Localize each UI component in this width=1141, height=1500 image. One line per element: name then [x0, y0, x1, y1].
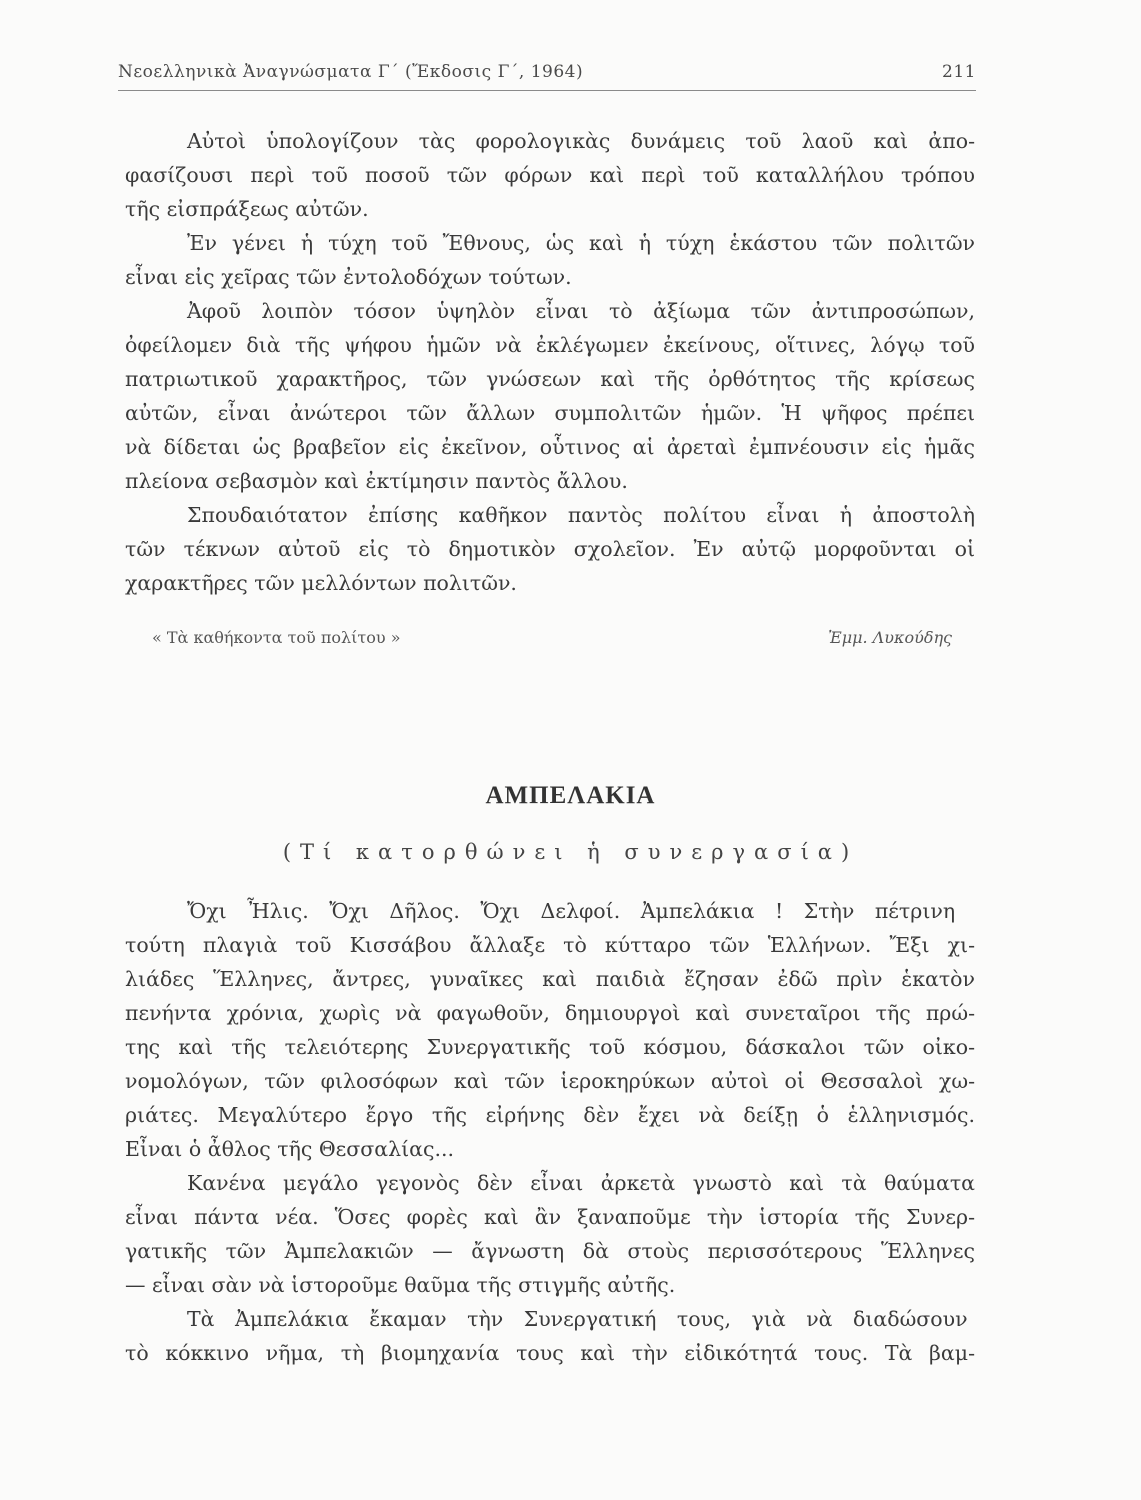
text-line: Κανένα μεγάλο γεγονὸς δὲν εἶναι ἀρκετὰ γνωστὸ καὶ τὰ θαύματα: [187, 1171, 975, 1195]
text-line: Εἶναι ὁ ἆθλος τῆς Θεσσαλίας...: [125, 1137, 455, 1161]
text-line: λιάδες Ἕλληνες, ἄντρες, γυναῖκες καὶ παιδιὰ ἔζησαν ἐδῶ πρὶν ἑκατὸν: [125, 967, 975, 991]
text-line: Σπουδαιότατον ἐπίσης καθῆκον παντὸς πολίτου εἶναι ἡ ἀποστολὴ: [187, 503, 975, 527]
text-line: ὀφείλομεν διὰ τῆς ψήφου ἡμῶν νὰ ἐκλέγωμεν ἐκείνους, οἵτινες, λόγῳ τοῦ: [125, 333, 975, 357]
paragraph-school-duty: [125, 498, 975, 600]
text-line: Τὰ Ἀμπελάκια ἔκαμαν τὴν Συνεργατική τους, γιὰ νὰ διαδώσουν: [187, 1307, 968, 1331]
text-line: πατριωτικοῦ χαρακτῆρος, τῶν γνώσεων καὶ τῆς ὀρθότητος τῆς κρίσεως: [125, 367, 975, 391]
book-title: Νεοελληνικὰ Ἀναγνώσματα Γ΄ (Ἔκδοσις Γ΄, 1964): [118, 62, 584, 82]
text-line: ριάτες. Μεγαλύτερο ἔργο τῆς εἰρήνης δὲν ἔχει νὰ δείξῃ ὁ ἑλληνισμός.: [125, 1103, 975, 1127]
running-header: [118, 60, 976, 91]
citation: [152, 628, 952, 658]
text-line: πενήντα χρόνια, χωρὶς νὰ φαγωθοῦν, δημιουργοὶ καὶ συνεταῖροι τῆς πρώ-: [125, 1001, 975, 1025]
text-line: Ἐν γένει ἡ τύχη τοῦ Ἔθνους, ὡς καὶ ἡ τύχη ἑκάστου τῶν πολιτῶν: [187, 231, 975, 255]
paragraph-ampelakia-intro: [125, 894, 975, 1166]
text-line: τῶν τέκνων αὐτοῦ εἰς τὸ δημοτικὸν σχολεῖον. Ἐν αὐτῷ μορφοῦνται οἱ: [125, 537, 975, 561]
text-line: Αὐτοὶ ὑπολογίζουν τὰς φορολογικὰς δυνάμεις τοῦ λαοῦ καὶ ἀπο-: [187, 129, 975, 153]
citation-source: « Τὰ καθήκοντα τοῦ πολίτου »: [152, 628, 401, 647]
text-line: τούτη πλαγιὰ τοῦ Κισσάβου ἄλλαξε τὸ κύτταρο τῶν Ἑλλήνων. Ἔξι χι-: [125, 933, 975, 957]
text-line: νομολόγων, τῶν φιλοσόφων καὶ τῶν ἱεροκηρύκων αὐτοὶ οἱ Θεσσαλοὶ χω-: [125, 1069, 975, 1093]
text-line: εἶναι εἰς χεῖρας τῶν ἐντολοδόχων τούτων.: [125, 265, 572, 289]
paragraph-ampelakia-history: [125, 1166, 975, 1302]
citation-author: Ἐμμ. Λυκούδης: [828, 628, 952, 647]
paragraph-fate-of-nation: [125, 226, 975, 294]
text-line: πλείονα σεβασμὸν καὶ ἐκτίμησιν παντὸς ἄλλου.: [125, 469, 628, 493]
text-line: της καὶ τῆς τελειότερης Συνεργατικῆς τοῦ κόσμου, δάσκαλοι τῶν οἰκο-: [125, 1035, 975, 1059]
text-line: νὰ δίδεται ὡς βραβεῖον εἰς ἐκεῖνον, οὗτινος αἱ ἀρεταὶ ἐμπνέουσιν εἰς ἡμᾶς: [125, 435, 975, 459]
text-line: αὐτῶν, εἶναι ἀνώτεροι τῶν ἄλλων συμπολιτῶν ἡμῶν. Ἡ ψῆφος πρέπει: [125, 401, 975, 425]
text-line: χαρακτῆρες τῶν μελλόντων πολιτῶν.: [125, 571, 517, 595]
text-line: Ἀφοῦ λοιπὸν τόσον ὑψηλὸν εἶναι τὸ ἀξίωμα τῶν ἀντιπροσώπων,: [187, 299, 975, 323]
paragraph-representatives: [125, 294, 975, 498]
text-line: — εἶναι σὰν νὰ ἱστοροῦμε θαῦμα τῆς στιγμῆς αὐτῆς.: [125, 1273, 676, 1297]
text-line: εἶναι πάντα νέα. Ὅσες φορὲς καὶ ἂν ξαναποῦμε τὴν ἱστορία τῆς Συνερ-: [125, 1205, 975, 1229]
text-line: τὸ κόκκινο νῆμα, τὴ βιομηχανία τους καὶ τὴν εἰδικότητά τους. Τὰ βαμ-: [125, 1341, 975, 1365]
text-line: τῆς εἰσπράξεως αὐτῶν.: [125, 197, 369, 221]
page-number: 211: [942, 62, 976, 82]
text-line: Ὄχι Ἦλις. Ὄχι Δῆλος. Ὄχι Δελφοί. Ἀμπελάκια ! Στὴν πέτρινη: [187, 899, 956, 923]
paragraph-ampelakia-cooperative: [125, 1302, 975, 1370]
section-title: ΑΜΠΕΛΑΚΙΑ: [485, 782, 656, 809]
text-line: φασίζουσι περὶ τοῦ ποσοῦ τῶν φόρων καὶ περὶ τοῦ καταλλήλου τρόπου: [125, 163, 975, 187]
section-subtitle: (Τί κατορθώνει ἡ συνεργασία): [282, 840, 859, 864]
paragraph-fiscal: [125, 124, 975, 226]
text-line: γατικῆς τῶν Ἀμπελακιῶν — ἄγνωστη δὰ στοὺς περισσότερους Ἕλληνες: [125, 1239, 975, 1263]
